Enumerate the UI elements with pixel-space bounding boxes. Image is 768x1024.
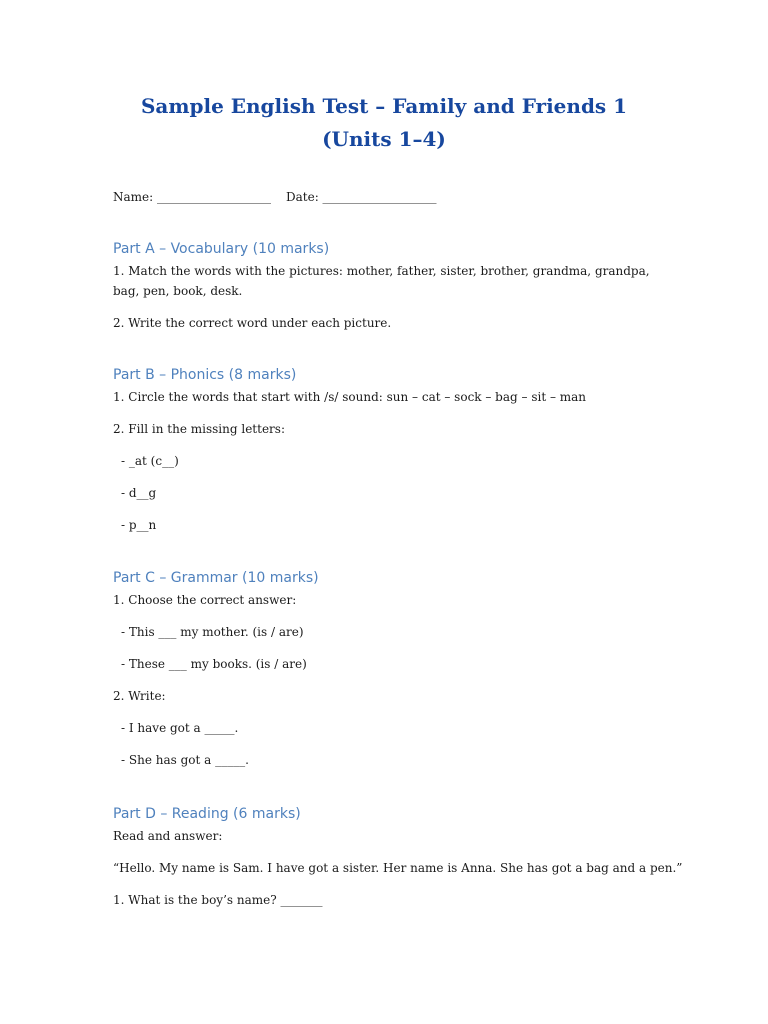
date-field: Date: ___________________	[286, 190, 437, 204]
part-b-item: - d__g	[121, 486, 157, 500]
document-title: Sample English Test – Family and Friends 1 (Units 1–4)	[140, 94, 628, 151]
part-c-item: - This ___ my mother. (is / are)	[121, 625, 304, 639]
part-b-item: - p__n	[121, 518, 157, 532]
part-b-item: - _at (c__)	[121, 454, 179, 468]
part-c-question-1: 1. Choose the correct answer:	[113, 593, 297, 607]
part-c-question-2: 2. Write:	[113, 689, 166, 703]
part-c-heading: Part C – Grammar (10 marks)	[113, 570, 319, 586]
part-a-question-1: 1. Match the words with the pictures: mother, father, sister, brother, grandma, grandpa, bag, pen, book, desk.	[113, 264, 650, 298]
part-a-heading: Part A – Vocabulary (10 marks)	[113, 241, 330, 257]
part-c-item: - I have got a _____.	[121, 721, 239, 735]
part-d-instruction: Read and answer:	[113, 829, 223, 843]
part-b-heading: Part B – Phonics (8 marks)	[113, 367, 297, 383]
part-c-item: - She has got a _____.	[121, 753, 249, 767]
part-d-question-1: 1. What is the boy’s name? _______	[113, 893, 323, 907]
part-d-passage: “Hello. My name is Sam. I have got a sister. Her name is Anna. She has got a bag and a pen.”	[113, 861, 683, 875]
part-d-heading: Part D – Reading (6 marks)	[113, 806, 301, 822]
name-date-row	[113, 189, 437, 205]
part-b-question-1: 1. Circle the words that start with /s/ sound: sun – cat – sock – bag – sit – man	[113, 390, 587, 404]
part-a-question-2: 2. Write the correct word under each picture.	[113, 316, 392, 330]
name-field: Name: ___________________	[113, 190, 271, 204]
part-c-item: - These ___ my books. (is / are)	[121, 657, 307, 671]
part-b-question-2: 2. Fill in the missing letters:	[113, 422, 285, 436]
